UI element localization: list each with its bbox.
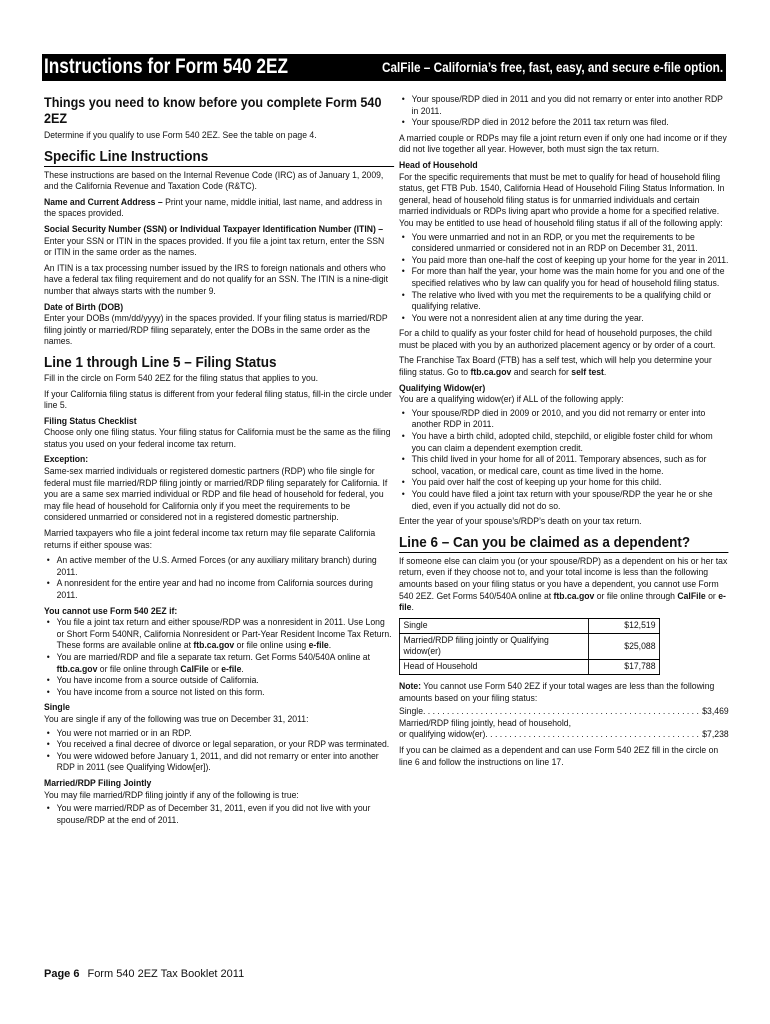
table-cell: $25,088	[588, 633, 659, 659]
single-list	[44, 728, 394, 774]
closing-text: If you can be claimed as a dependent and can use Form 540 2EZ fill in the circle on line 6 and follow the instructions on line 17.	[399, 744, 719, 768]
table-row	[399, 618, 659, 633]
itin-text: An ITIN is a tax processing number issued by the IRS to foreign nationals and others who have a federal tax filing requirement and do not qualify for an SSN. The ITIN is a nine-digit number that always starts with the number 9.	[44, 262, 388, 297]
married-text: Married taxpayers who file a joint federal income tax return may file separate California returns if either spouse was:	[44, 528, 376, 551]
single-heading: Single	[44, 702, 70, 714]
line6-text: .	[411, 602, 414, 614]
name-address-label: Name and Current Address –	[44, 196, 163, 208]
list-item: • You were widowed before January 1, 2011, and did not remarry or enter into another RDP in 2011 (see Qualifying Widow[er]).	[57, 751, 394, 774]
mfj-list	[44, 803, 394, 826]
specific-heading: Specific Line Instructions	[44, 148, 394, 167]
table-cell: Single	[399, 618, 588, 633]
cannot-list	[44, 617, 394, 698]
table-cell: $12,519	[588, 618, 659, 633]
list-item-text: or	[208, 663, 222, 675]
ssn-text: Enter your SSN or ITIN in the spaces provided. If you file a joint tax return, enter the SSN or ITIN in the same order as the names.	[44, 235, 385, 259]
page-title: Instructions for Form 540 2EZ	[44, 55, 289, 78]
selftest-text: The Franchise Tax Board (FTB) has a self test, which will help you determine your filing status. Go to	[399, 355, 712, 379]
line6-text: If someone else can claim you (or your spouse/RDP) as a dependent on his or her tax return, even if they choose not to, and your total income is less than the following amounts based on your filing status or you have a dependent, you cannot use Form 540 2EZ. Get Forms 540/540A online at	[399, 555, 728, 602]
list-item-text: or file online using	[234, 640, 309, 652]
list-item: • Your spouse/RDP died in 2011 and you did not remarry or enter into another RDP in 2011.	[412, 94, 729, 117]
dob-heading: Date of Birth (DOB)	[44, 301, 124, 313]
dot-leader	[485, 729, 702, 741]
qw-heading: Qualifying Widow(er)	[399, 382, 486, 394]
dependent-income-table	[399, 618, 660, 675]
table-cell: Head of Household	[399, 659, 588, 674]
list-item: • You received a final decree of divorce or legal separation, or your RDP was terminated.	[57, 739, 394, 751]
things-heading: Things you need to know before you complete Form 540 2EZ	[44, 94, 382, 126]
single-text: You are single if any of the following was true on December 31, 2011:	[44, 713, 309, 725]
line1-text2: If your California filing status is different from your federal filing status, fill-in the circle under line 5.	[44, 388, 392, 412]
efile-link[interactable]: e-file	[399, 590, 726, 614]
wage-row-single	[399, 706, 729, 718]
list-item: • You have income from a source not listed on this form.	[57, 687, 394, 699]
hoh-list	[399, 232, 729, 325]
hoh-text: For the specific requirements that must be met to qualify for head of household filing status, get FTB Pub. 1540, California Head of Household Filing Status Information. In general, head of household filing status is for unmarried individuals and certain married individuals or RDPs living apart who provide a home for a specified relative. You may be entitled to use head of household filing status if all of the following apply:	[399, 171, 725, 229]
ftb-link[interactable]: ftb.ca.gov	[470, 367, 512, 379]
cannot-heading: You cannot use Form 540 2EZ if:	[44, 605, 178, 617]
table-row	[399, 633, 659, 659]
list-item-text: or file online through	[97, 663, 181, 675]
page-number: Page 6	[44, 968, 80, 980]
list-item	[57, 652, 394, 675]
list-item: • The relative who lived with you met the requirements to be a qualifying child or qualifying relative.	[412, 290, 729, 313]
checklist-text: Choose only one filing status. Your filing status for California must be the same as the filing status you used on your federal income tax return.	[44, 427, 391, 450]
table-row	[399, 659, 659, 674]
ftb-link[interactable]: ftb.ca.gov	[553, 590, 595, 602]
name-address-text: Print your name, middle initial, last name, and address in the spaces provided.	[44, 196, 383, 220]
line1-text: Fill in the circle on Form 540 2EZ for the filing status that applies to you.	[44, 372, 319, 384]
booklet-title: Form 540 2EZ Tax Booklet 2011	[87, 968, 245, 980]
list-item: • You paid more than one-half the cost of keeping up your home for the year in 2011.	[412, 255, 729, 267]
self-test-link[interactable]: self test	[571, 367, 604, 379]
line6-heading: Line 6 – Can you be claimed as a dependent?	[399, 534, 729, 553]
line1-heading: Line 1 through Line 5 – Filing Status	[44, 353, 277, 371]
calfile-link[interactable]: CalFile	[180, 663, 209, 675]
list-item: • A nonresident for the entire year and had no income from California sources during 2011.	[57, 578, 394, 601]
note-paragraph	[399, 681, 729, 704]
list-item: • You have a birth child, adopted child, stepchild, or eligible foster child for whom you can claim a dependent exemption credit.	[412, 431, 729, 454]
selftest-text: and search for	[511, 367, 572, 379]
table-cell: Married/RDP filing jointly or Qualifying widow(er)	[399, 633, 588, 659]
mfj-text: You may file married/RDP filing jointly if any of the following is true:	[44, 789, 299, 801]
list-item-text: .	[241, 663, 244, 675]
wage-value: $3,469	[702, 706, 729, 718]
checklist-heading: Filing Status Checklist	[44, 415, 137, 427]
note-text: You cannot use Form 540 2EZ if your total wages are less than the following amounts based on your filing status:	[399, 680, 715, 704]
note-label: Note:	[399, 680, 422, 692]
ftb-link[interactable]: ftb.ca.gov	[193, 640, 235, 652]
mfj-heading: Married/RDP Filing Jointly	[44, 777, 152, 789]
list-item: • This child lived in your home for all of 2011. Temporary absences, such as for school, vacation, or medical care, count as time lived in the home.	[412, 454, 729, 477]
list-item-text: You file a joint tax return and either spouse/RDP was a nonresident in 2011. Use Long or Short Form 540NR, California Nonresident or Part-Year Resident Income Tax Return. These forms are available online at	[56, 617, 392, 652]
dot-leader	[423, 706, 702, 718]
efile-link[interactable]: e-file	[308, 640, 329, 652]
ssn-paragraph	[44, 224, 394, 259]
right-column	[399, 94, 729, 772]
exception-heading: Exception:	[44, 454, 89, 466]
foster-text: For a child to qualify as your foster child for head of household purposes, the child must be placed with you by an authorized placement agency or by order of a court.	[399, 328, 716, 351]
hoh-heading: Head of Household	[399, 159, 478, 171]
wage-label: or qualifying widow(er)	[399, 729, 486, 741]
list-item	[57, 617, 394, 652]
list-item: • An active member of the U.S. Armed Forces (or any auxiliary military branch) during 2011.	[57, 555, 394, 578]
efile-link[interactable]: e-file	[221, 663, 242, 675]
qw-text: You are a qualifying widow(er) if ALL of the following apply:	[399, 394, 624, 406]
selftest-paragraph	[399, 355, 729, 378]
line6-text: or	[705, 590, 719, 602]
ftb-link[interactable]: ftb.ca.gov	[56, 663, 98, 675]
couple-text: A married couple or RDPs may file a joint return even if only one had income or if they did not live together all year. However, both must sign the tax return.	[399, 132, 727, 156]
qw-after-text: Enter the year of your spouse’s/RDP’s death on your tax return.	[399, 516, 642, 528]
wage-row-mfj	[399, 729, 729, 741]
selftest-text: .	[603, 367, 607, 379]
line6-text: or file online through	[594, 590, 678, 602]
list-item: • Your spouse/RDP died in 2012 before the 2011 tax return was filed.	[412, 117, 729, 129]
list-item-text: .	[328, 640, 332, 652]
things-text: Determine if you qualify to use Form 540 2EZ. See the table on page 4.	[44, 130, 317, 141]
mfj-continued-list	[399, 94, 729, 129]
ssn-label: Social Security Number (SSN) or Individual Taxpayer Identification Number (ITIN) –	[44, 223, 384, 235]
calfile-link[interactable]: CalFile	[677, 590, 706, 602]
list-item: • You were married/RDP as of December 31, 2011, even if you did not live with your spouse/RDP at the end of 2011.	[57, 803, 394, 826]
page-footer	[44, 968, 244, 980]
table-cell: $17,788	[588, 659, 659, 674]
line6-paragraph	[399, 556, 729, 614]
dob-text: Enter your DOBs (mm/dd/yyyy) in the spaces provided. If your filing status is married/RDP filing jointly or married/RDP filing separately, enter the DOBs in the same order as the names.	[44, 313, 388, 348]
wage-label-line: Married/RDP filing jointly, head of household,	[399, 717, 571, 729]
calfile-tagline: CalFile – California’s free, fast, easy, and secure e-file option.	[381, 59, 723, 75]
name-address-paragraph	[44, 197, 394, 220]
list-item: • Your spouse/RDP died in 2009 or 2010, and you did not remarry or enter into another RDP in 2011.	[412, 408, 729, 431]
married-list	[44, 555, 394, 601]
specific-text: These instructions are based on the Internal Revenue Code (IRC) as of January 1, 2009, and the California Revenue and Taxation Code (R&TC).	[44, 169, 384, 193]
qw-list	[399, 408, 729, 512]
wage-label: Single	[399, 706, 424, 718]
list-item: • For more than half the year, your home was the main home for you and one of the specified relatives who by law can qualify you for head of household filing status.	[412, 266, 729, 289]
list-item: • You were not a nonresident alien at any time during the year.	[412, 313, 729, 325]
left-column	[44, 94, 394, 830]
list-item: • You were not married or in an RDP.	[57, 728, 394, 740]
list-item: • You have income from a source outside of California.	[57, 675, 394, 687]
wage-value: $7,238	[702, 729, 729, 741]
title-bar	[42, 54, 726, 81]
list-item-text: You are married/RDP and file a separate tax return. Get Forms 540/540A online at	[56, 651, 371, 663]
exception-text: Same-sex married individuals or registered domestic partners (RDP) who file single for federal must file married/RDP filing jointly or married/RDP filing separately for California. If you are a same sex married individual or RDP and file head of household for federal, you may file head of household for California only if you meet the requirements to be considered unmarried or considered not in a registered domestic partnership.	[44, 466, 388, 524]
list-item: • You could have filed a joint tax return with your spouse/RDP the year he or she died, even if you actually did not do so.	[412, 489, 729, 512]
list-item: • You were unmarried and not in an RDP, or you met the requirements to be considered unmarried or considered not in an RDP on December 31, 2011.	[412, 232, 729, 255]
list-item: • You paid over half the cost of keeping up your home for this child.	[412, 477, 729, 489]
